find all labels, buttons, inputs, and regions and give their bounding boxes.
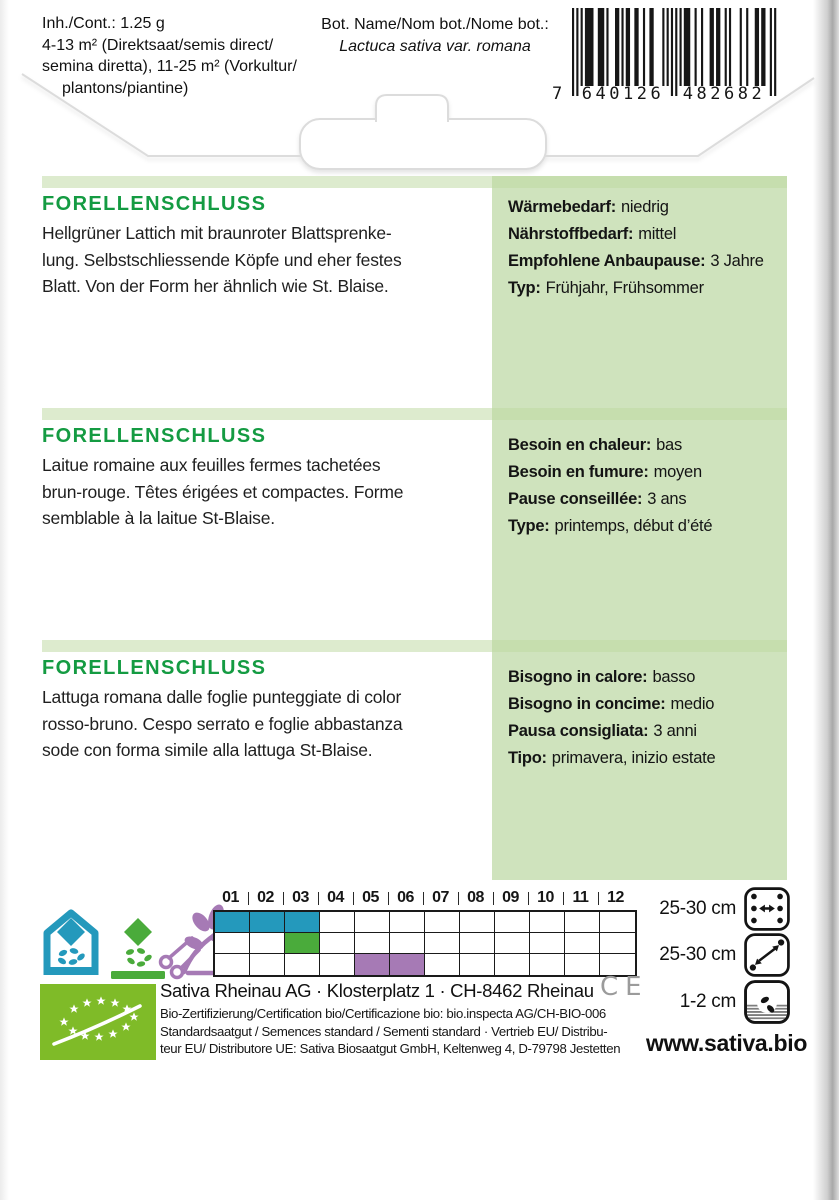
calendar-month-label: 11 [563,889,598,909]
certification-line: teur EU/ Distributore UE: Sativa Biosaatgut GmbH, Keltenweg 4, D-79798 Jestetten [160,1041,621,1057]
calendar-month-label: 04 [318,889,353,909]
calendar-cell-direct-sowing-11 [565,933,600,954]
calendar-grid [213,910,637,977]
info-label: Empfohlene Anbaupause: [508,252,706,270]
description-line: rosso-bruno. Cespo serrato e foglie abbastanza [42,713,403,734]
section-description-it [42,684,502,764]
calendar-month-label: 02 [248,889,283,909]
calendar-cell-direct-sowing-06 [390,933,425,954]
calendar-cell-sowing-under-cover-09 [495,912,530,933]
section-description-de [42,220,502,300]
calendar-cell-direct-sowing-05 [355,933,390,954]
website-url: www.sativa.bio [646,1030,808,1056]
calendar-cell-harvest-08 [460,954,495,975]
ean-barcode [546,8,796,120]
info-value: primavera, inizio estate [551,749,716,767]
certification-line: Bio-Zertifizierung/Certification bio/Certificazione bio: bio.inspecta AG/CH-BIO-006 [160,1006,606,1021]
calendar-cell-harvest-05 [355,954,390,975]
calendar-cell-sowing-under-cover-03 [285,912,320,933]
plant-spacing-value: 25-30 cm [659,944,736,965]
contents-line: 4-13 m² (Direktsaat/semis direct/ [42,36,274,54]
info-value: niedrig [620,198,669,216]
info-value: 3 ans [647,490,687,508]
info-label: Besoin en chaleur: [508,436,652,454]
calendar-cell-sowing-under-cover-06 [390,912,425,933]
info-row [508,432,780,459]
info-box-de [508,194,780,302]
info-row [508,221,780,248]
sowing-depth-row [645,979,790,1025]
calendar-month-label: 08 [458,889,493,909]
calendar-cell-sowing-under-cover-02 [250,912,285,933]
info-row [508,718,780,745]
ce-mark: CE [600,972,649,1002]
calendar-cell-sowing-under-cover-04 [320,912,355,933]
calendar-cell-harvest-11 [565,954,600,975]
description-line: Lattuga romana dalle foglie punteggiate di color [42,687,402,707]
info-label: Tipo: [508,749,547,767]
plant-spacing-row [645,932,790,978]
calendar-cell-direct-sowing-04 [320,933,355,954]
info-row [508,745,780,772]
page-edge-right [813,0,839,1200]
barcode-digit-group: 640126 [581,84,665,104]
calendar-month-label: 10 [528,889,563,909]
description-line: Laitue romaine aux feuilles fermes tachetées [42,455,381,475]
calendar-cell-direct-sowing-03 [285,933,320,954]
info-value: 3 anni [653,722,697,740]
calendar-cell-sowing-under-cover-01 [215,912,250,933]
info-label: Bisogno in concime: [508,695,666,713]
botanical-name-block [295,14,575,58]
certification-text [160,1005,620,1058]
row-spacing-icon [744,887,790,931]
section-title-de: FORELLENSCHLUSS [42,193,267,215]
info-box-fr [508,432,780,540]
greenhouse-sowing-icon [38,905,104,977]
info-label: Nährstoffbedarf: [508,225,634,243]
calendar-cell-sowing-under-cover-10 [530,912,565,933]
description-line: sode con forma simile alla lattuga St-Blaise. [42,740,373,760]
info-row [508,513,780,540]
calendar-cell-direct-sowing-10 [530,933,565,954]
info-value: Frühjahr, Frühsommer [545,279,704,297]
calendar-cell-direct-sowing-09 [495,933,530,954]
calendar-cell-sowing-under-cover-12 [600,912,635,933]
calendar-cell-sowing-under-cover-07 [425,912,460,933]
calendar-cell-harvest-04 [320,954,355,975]
row-spacing-row [645,886,790,932]
certification-line: Standardsaatgut / Semences standard / Sementi standard · Vertrieb EU/ Distribu- [160,1023,608,1039]
calendar-month-label: 06 [388,889,423,909]
calendar-cell-sowing-under-cover-11 [565,912,600,933]
calendar-month-label: 01 [222,889,239,906]
calendar-cell-harvest-03 [285,954,320,975]
description-line: semblable à la laitue St-Blaise. [42,508,275,528]
contents-info [42,13,297,99]
calendar-cell-sowing-under-cover-05 [355,912,390,933]
calendar-cell-harvest-02 [250,954,285,975]
calendar-cell-harvest-09 [495,954,530,975]
sowing-depth-value: 1-2 cm [679,991,736,1012]
contents-line: plantons/piantine) [62,79,189,97]
description-line: lung. Selbstschliessende Köpfe und eher festes [42,249,402,270]
description-line: Blatt. Von der Form her ähnlich wie St. Blaise. [42,276,389,296]
calendar-cell-direct-sowing-12 [600,933,635,954]
info-value: moyen [653,463,702,481]
company-address: Sativa Rheinau AG · Klosterplatz 1 · CH-8462 Rheinau [160,980,594,1001]
page-edge-left [0,0,9,1200]
calendar-cell-harvest-07 [425,954,460,975]
calendar-cell-direct-sowing-07 [425,933,460,954]
calendar-cell-harvest-06 [390,954,425,975]
calendar-cell-harvest-01 [215,954,250,975]
plant-spacing-icon [744,933,790,977]
description-line: Hellgrüner Lattich mit braunroter Blattsprenke- [42,223,392,243]
info-value: mittel [638,225,677,243]
section-title-it: FORELLENSCHLUSS [42,657,267,679]
info-row [508,664,780,691]
info-label: Wärmebedarf: [508,198,616,216]
info-label: Besoin en fumure: [508,463,649,481]
info-row [508,248,780,275]
info-value: 3 Jahre [710,252,764,270]
info-value: medio [670,695,715,713]
botanical-name-label: Bot. Name/Nom bot./Nome bot.: [321,16,549,33]
calendar-header [213,889,633,909]
info-row [508,459,780,486]
contents-line: semina diretta), 11-25 m² (Vorkultur/ [42,58,297,75]
description-line: brun-rouge. Têtes érigées et compactes. Forme [42,481,404,502]
info-row [508,486,780,513]
info-value: bas [656,436,682,454]
barcode-digit-group: 482682 [682,84,766,104]
section-divider-band [42,408,787,420]
section-title-fr: FORELLENSCHLUSS [42,425,267,447]
info-value: basso [652,668,696,686]
row-spacing-value: 25-30 cm [659,898,736,919]
calendar-month-label: 12 [598,889,633,909]
calendar-cell-direct-sowing-02 [250,933,285,954]
calendar-cell-direct-sowing-08 [460,933,495,954]
botanical-name: Lactuca sativa var. romana [339,38,531,55]
info-label: Pausa consigliata: [508,722,649,740]
eu-organic-logo [40,984,156,1060]
calendar-month-label: 03 [283,889,318,909]
info-row [508,275,780,302]
info-row [508,691,780,718]
section-divider-band [42,176,787,188]
info-value: printemps, début d’été [554,517,713,535]
calendar-cell-harvest-10 [530,954,565,975]
section-divider-band [42,640,787,652]
section-description-fr [42,452,502,532]
info-row [508,194,780,221]
info-label: Typ: [508,279,541,297]
info-box-it [508,664,780,772]
sowing-depth-icon [744,980,790,1024]
contents-line: Inh./Cont.: 1.25 g [42,15,165,32]
info-label: Bisogno in calore: [508,668,648,686]
calendar-cell-direct-sowing-01 [215,933,250,954]
calendar-month-label: 05 [353,889,388,909]
calendar-cell-sowing-under-cover-08 [460,912,495,933]
calendar-month-label: 07 [423,889,458,909]
info-label: Type: [508,517,550,535]
calendar-month-label: 09 [493,889,528,909]
info-label: Pause conseillée: [508,490,643,508]
barcode-digit-group: 7 [552,84,563,104]
